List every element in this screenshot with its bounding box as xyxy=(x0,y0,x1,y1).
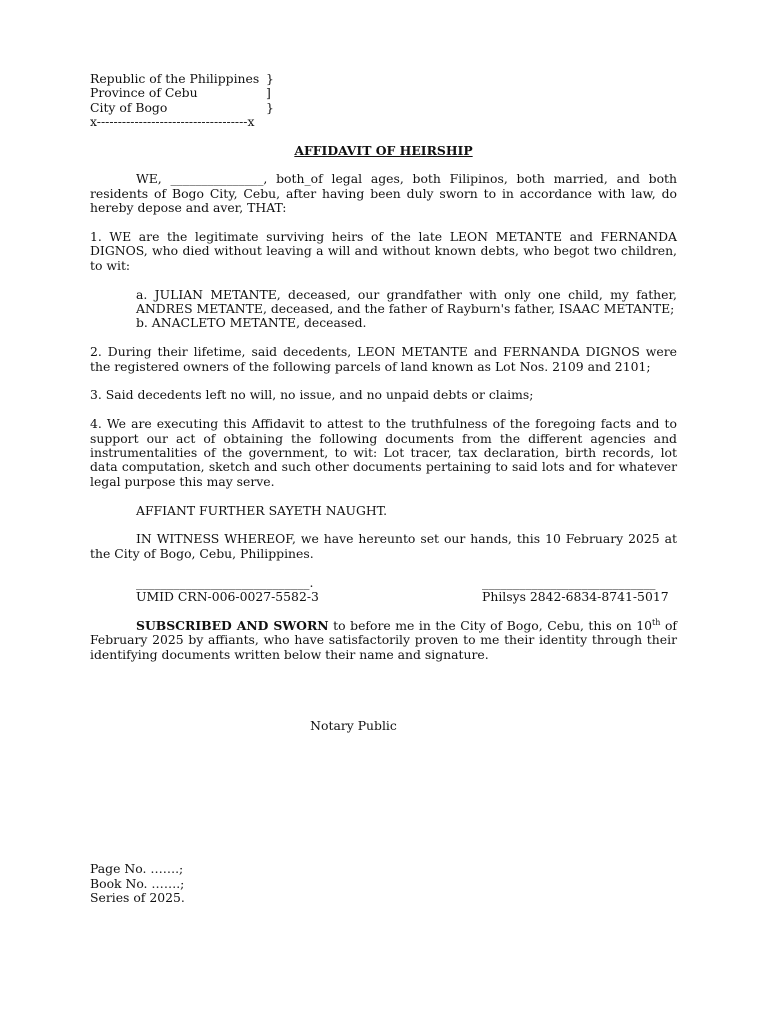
jurat-paragraph xyxy=(90,619,677,662)
jurat-text: to before me in the City of Bogo, Cebu, this on 10 xyxy=(328,617,653,633)
notarial-register xyxy=(90,862,677,905)
venue-brace: ] xyxy=(266,85,271,101)
page-number: Page No. …….; xyxy=(90,861,184,877)
book-number: Book No. …….; xyxy=(90,875,185,891)
venue-row xyxy=(90,72,677,86)
document-title: AFFIDAVIT OF HEIRSHIP xyxy=(294,142,473,158)
venue-city: City of Bogo xyxy=(90,99,168,115)
venue-brace: } xyxy=(266,99,274,115)
paragraph-3: 3. Said decedents left no will, no issue, and no unpaid debts or claims; xyxy=(90,387,534,403)
paragraph-1b: b. ANACLETO METANTE, deceased. xyxy=(136,315,367,331)
jurat-ordinal-suffix: th xyxy=(652,617,661,627)
signatory-id: UMID CRN-006-0027-5582-3 xyxy=(136,589,319,605)
affiant-further-statement: AFFIANT FURTHER SAYETH NAUGHT. xyxy=(136,502,388,518)
notary-public-label: Notary Public xyxy=(310,718,397,734)
witness-paragraph: IN WITNESS WHEREOF, we have hereunto set our hands, this 10 February 2025 at the City of Bogo, Cebu, Philippines. xyxy=(90,531,677,561)
paragraph-2: 2. During their lifetime, said decedents, LEON METANTE and FERNANDA DIGNOS were the registered owners of the following parcels of land known as Lot Nos. 2109 and 2101; xyxy=(90,344,677,374)
venue-province: Province of Cebu xyxy=(90,85,198,101)
paragraph-1: 1. WE are the legitimate surviving heirs of the late LEON METANTE and FERNANDA DIGNOS, who died without leaving a will and without known debts, who begot two children, to wit: xyxy=(90,228,677,273)
signature-line: ____________________________ xyxy=(482,574,656,590)
venue-brace: } xyxy=(266,71,274,86)
jurat-bold-text: SUBSCRIBED AND SWORN xyxy=(136,617,329,633)
venue-separator: x------------------------------------x xyxy=(90,114,255,130)
venue-row xyxy=(90,101,677,115)
venue-country: Republic of the Philippines xyxy=(90,71,260,86)
intro-paragraph: WE, _______________, both_of legal ages, both Filipinos, both married, and both residents of Bogo City, Cebu, after having been duly sworn to in accordance with law, do hereby depose and aver, THAT: xyxy=(90,171,677,216)
affidavit-body xyxy=(90,72,677,906)
venue-block xyxy=(90,72,677,130)
jurat-text: of February 2025 by affiants, who have satisfactorily proven to me their identity through their identifying documents written below their name and signature. xyxy=(90,617,677,662)
signatory-right xyxy=(482,576,678,605)
paragraph-4: 4. We are executing this Affidavit to attest to the truthfulness of the foregoing facts and to support our act of obtaining the following documents from the different agencies and instrumentalities of the government, to wit: Lot tracer, tax declaration, birth records, lot data computation, sketch and such other documents pertaining to said lots and for whatever legal purpose this may serve. xyxy=(90,416,677,489)
signatory-id: Philsys 2842-6834-8741-5017 xyxy=(482,589,669,605)
paragraph-1a: a. JULIAN METANTE, deceased, our grandfather with only one child, my father, ANDRES METANTE, deceased, and the father of Rayburn's father, ISAAC METANTE; xyxy=(136,286,677,316)
venue-row xyxy=(90,86,677,100)
series-year: Series of 2025. xyxy=(90,890,185,906)
signature-line: ____________________________. xyxy=(136,574,314,590)
signatory-left xyxy=(136,576,321,605)
signature-block xyxy=(90,576,677,605)
